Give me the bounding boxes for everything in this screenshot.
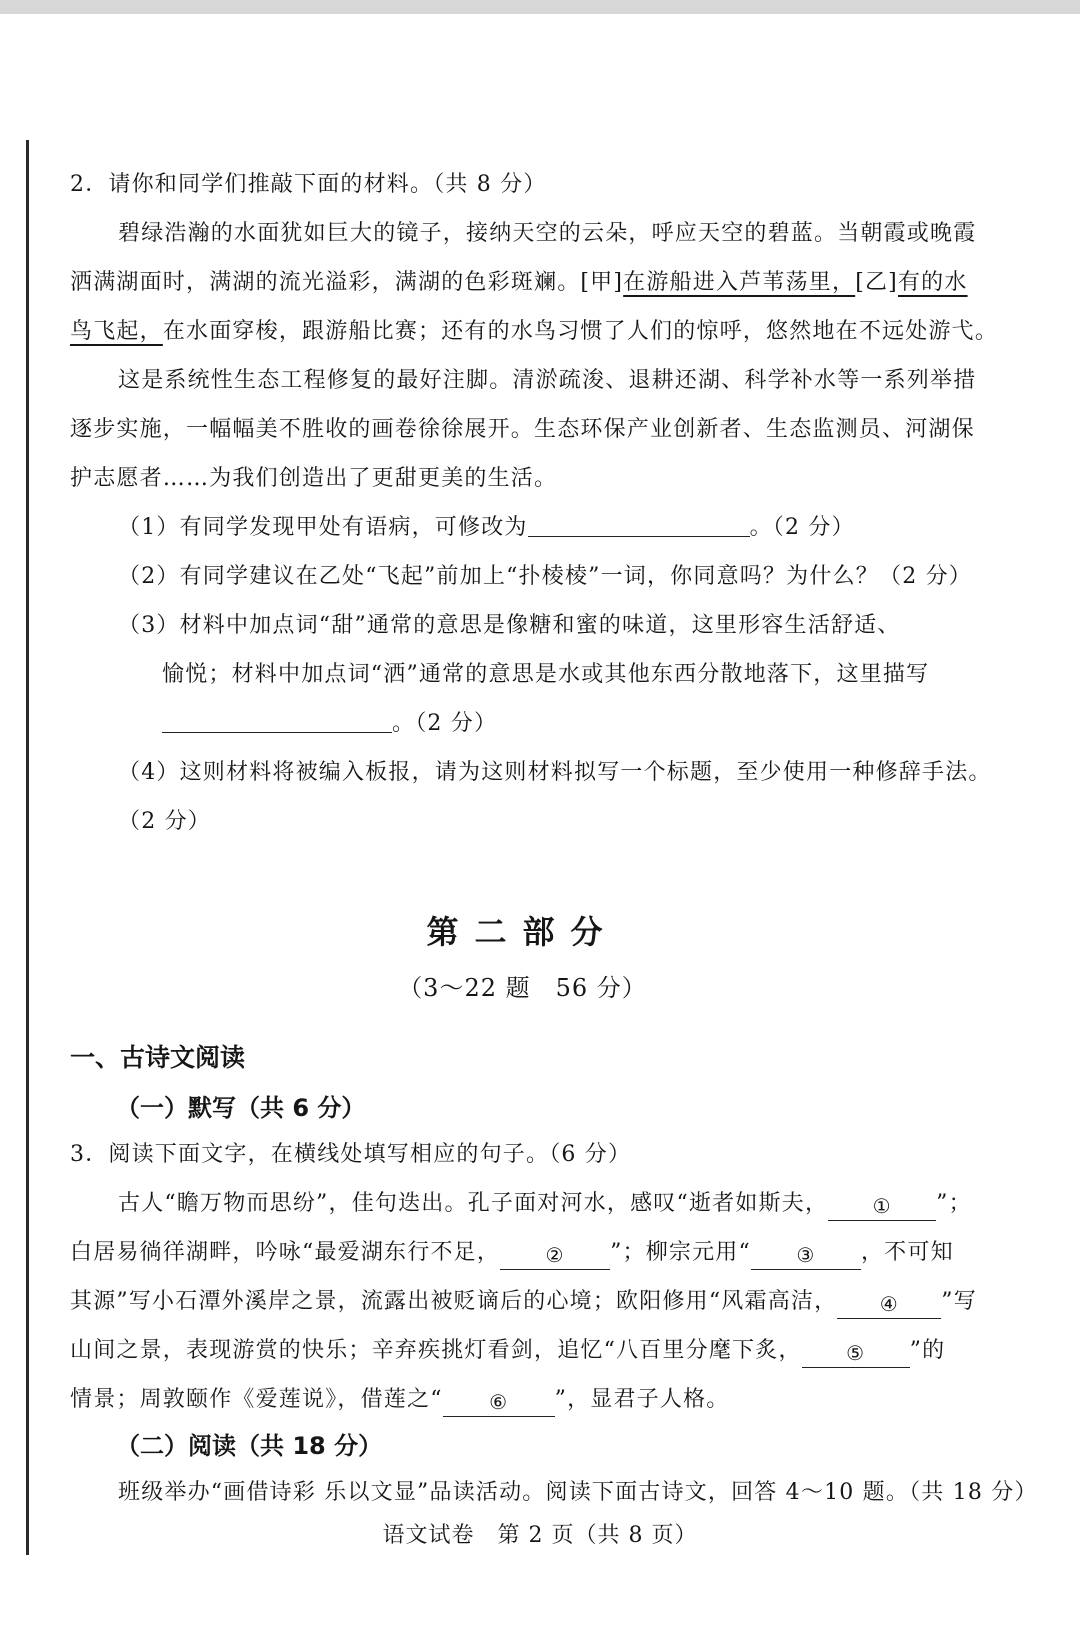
answer-blank-3[interactable]	[162, 706, 392, 733]
subquestion-1	[70, 503, 975, 552]
fill-blank-2[interactable]: ②	[500, 1243, 610, 1270]
question-3-line	[70, 1375, 975, 1424]
subsection-heading-dictation: （一）默写（共 6 分）	[116, 1094, 366, 1122]
subquestion-3-score: 。（2 分）	[392, 711, 498, 736]
subquestion-4: （4）这则材料将被编入板报，请为这则材料拟写一个标题，至少使用一种修辞手法。	[118, 760, 992, 785]
scan-top-edge	[0, 0, 1080, 14]
material-text: 洒满湖面时，满湖的流光溢彩，满湖的色彩斑斓。[甲]	[70, 270, 624, 295]
q3-text: 白居易徜徉湖畔，吟咏“最爱湖东行不足，	[70, 1240, 501, 1265]
question-3-line	[70, 1179, 975, 1228]
binding-margin-line	[26, 140, 29, 1555]
question-2-title: 2．请你和同学们推敲下面的材料。（共 8 分）	[70, 172, 547, 197]
underlined-text-yi: 有的水	[897, 270, 968, 295]
question-3-line	[70, 1277, 975, 1326]
q3-text: ，不可知	[860, 1240, 954, 1265]
subquestion-1-text: （1）有同学发现甲处有语病，可修改为	[118, 515, 528, 540]
section-heading-classical-reading: 一、古诗文阅读	[70, 1043, 246, 1072]
subquestion-3-line	[70, 699, 975, 748]
subquestion-1-score: 。（2 分）	[749, 515, 855, 540]
subquestion-3: （3）材料中加点词“甜”通常的意思是像糖和蜜的味道，这里形容生活舒适、	[118, 613, 901, 638]
question-3-line	[70, 1228, 975, 1277]
fill-blank-4[interactable]: ④	[837, 1292, 941, 1319]
subquestion-2: （2）有同学建议在乙处“飞起”前加上“扑棱棱”一词，你同意吗？为什么？（2 分）	[118, 564, 972, 589]
underlined-text-yi-cont: 鸟飞起，	[70, 319, 163, 344]
material-line	[70, 258, 975, 307]
part-two-title: 第二部分	[426, 913, 619, 951]
q3-text: 古人“瞻万物而思纷”，佳句迭出。孔子面对河水，感叹“逝者如斯夫，	[118, 1191, 829, 1216]
page-footer: 语文试卷 第 2 页（共 8 页）	[382, 1523, 698, 1548]
question-3-title: 3．阅读下面文字，在横线处填写相应的句子。（6 分）	[70, 1142, 632, 1167]
fill-blank-5[interactable]: ⑤	[802, 1341, 910, 1368]
q3-text: ”写	[941, 1289, 977, 1314]
material-passage	[70, 209, 999, 503]
q3-text: 其源”写小石潭外溪岸之景，流露出被贬谪后的心境；欧阳修用“风霜高洁，	[70, 1289, 838, 1314]
fill-blank-1[interactable]: ①	[828, 1194, 936, 1221]
part-two-subtitle: （3～22 题 56 分）	[398, 974, 647, 1002]
answer-blank-1[interactable]	[528, 510, 750, 537]
material-text: 在水面穿梭，跟游船比赛；还有的水鸟习惯了人们的惊呼，悠然地在不远处游弋。	[162, 319, 999, 344]
q3-text: 情景；周敦颐作《爱莲说》，借莲之“	[70, 1387, 443, 1412]
material-line: 逐步实施，一幅幅美不胜收的画卷徐徐展开。生态环保产业创新者、生态监测员、河湖保	[70, 417, 975, 442]
subquestion-3-line: 愉悦；材料中加点词“洒”通常的意思是水或其他东西分散地落下，这里描写	[162, 662, 930, 687]
q3-text: ”；柳宗元用“	[610, 1240, 751, 1265]
reading-intro: 班级举办“画借诗彩 乐以文显”品读活动。阅读下面古诗文，回答 4～10 题。（共 18 分）	[118, 1480, 1038, 1505]
material-line: 这是系统性生态工程修复的最好注脚。清淤疏浚、退耕还湖、科学补水等一系列举措	[118, 368, 977, 393]
material-line	[70, 307, 999, 356]
exam-page	[70, 160, 1038, 1517]
marker-yi: [乙]	[855, 270, 898, 295]
subquestion-4-score: （2 分）	[118, 809, 211, 834]
q3-text: ”的	[909, 1338, 946, 1363]
underlined-text-jia: 在游船进入芦苇荡里，	[623, 270, 856, 295]
fill-blank-6[interactable]: ⑥	[443, 1390, 555, 1417]
subsection-heading-reading: （二）阅读（共 18 分）	[116, 1432, 383, 1460]
q3-text: ”；	[936, 1191, 972, 1216]
material-line: 护志愿者……为我们创造出了更甜更美的生活。	[70, 466, 558, 491]
fill-blank-3[interactable]: ③	[751, 1243, 861, 1270]
material-line: 碧绿浩瀚的水面犹如巨大的镜子，接纳天空的云朵，呼应天空的碧蓝。当朝霞或晚霞	[118, 221, 977, 246]
question-3-line	[70, 1326, 975, 1375]
q3-text: 山间之景，表现游赏的快乐；辛弃疾挑灯看剑，追忆“八百里分麾下炙，	[70, 1338, 802, 1363]
q3-text: ”，显君子人格。	[554, 1387, 730, 1412]
